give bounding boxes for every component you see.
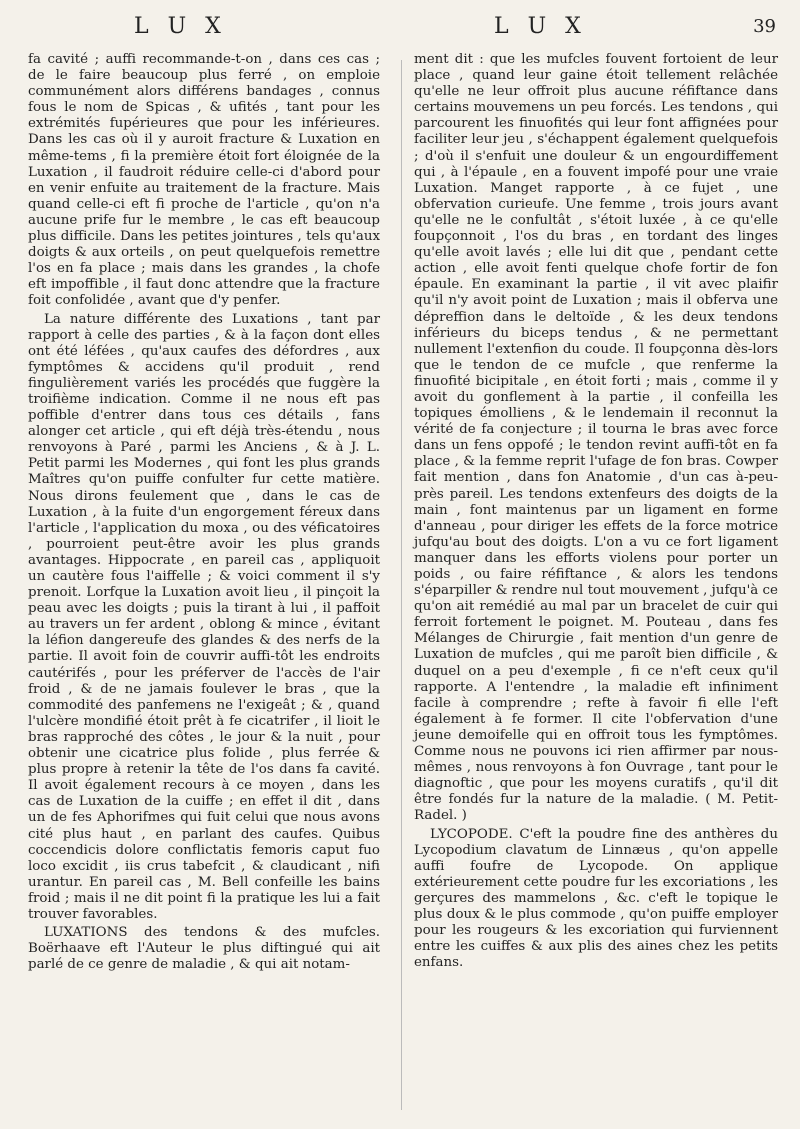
paragraph: ment dit : que les mufcles fouvent fortoient de leur place , quand leur gaine étoit tellement relâchée qu'elle ne leur offroit plus aucune réfiftance dans certains mouvemens un peu forcés. Les tendons , qui parcourent les finuofités qui leur font affignées pour faciliter leur jeu , s'échappent également quelquefois ; d'où il s'enfuit une douleur & un engourdiffement qui , à l'épaule , en a fouvent impofé pour une vraie Luxation. Manget rapporte , à ce fujet , une obfervation curieufe. Une femme , trois jours avant qu'elle ne le confultât , s'étoit luxée , à ce qu'elle foupçonnoit , l'os du bras , en tordant des linges qu'elle avoit lavés ; elle lui dit que , pendant cette action , elle avoit fenti quelque chofe fortir de fon épaule. En examinant la partie , il vit avec plaifir qu'il n'y avoit point de Luxation ; mais il obferva une dépreffion dans le deltoïde , & les deux tendons inférieurs du biceps tendus , & ne permettant nullement l'extenfion du coude. Il foupçonna dès-lors que le tendon de ce mufcle , que renferme la finuofité bicipitale , en étoit forti ; mais , comme il y avoit du gonflement à la partie , il confeilla les topiques émolliens , & le lendemain il reconnut la vérité de fa conjecture ; il tourna le bras avec force dans un fens oppofé ; le tendon revint auffi-tôt en fa place , & la femme reprit l'ufage de fon bras. Cowper fait mention , dans fon Anatomie , d'un cas à-peu-près pareil. Les tendons extenfeurs des doigts de la main , font maintenus par un ligament en forme d'anneau , pour diriger les effets de la force motrice jufqu'au bout des doigts. L'on a vu ce fort ligament manquer dans les efforts violens pour porter un poids , ou faire réfiftance , & alors les tendons s'éparpiller & rendre nul tout mouvement , jufqu'à ce qu'on ait remédié au mal par un bracelet de cuir qui ferroit fortement le poignet. M. Pouteau , dans fes Mélanges de Chirurgie , fait mention d'un genre de Luxation de mufcles , qui me paroît bien difficile , & duquel on a peu d'exemple , fi ce n'eft ceux qu'il rapporte. A l'entendre , la maladie eft infiniment facile à comprendre ; refte à favoir fi elle l'eft également à fe former. Il cite l'obfervation d'une jeune demoifelle qui en offroit tous les fymptômes. Comme nous ne pouvons ici rien affirmer par nous-mêmes , nous renvoyons à fon Ouvrage , tant pour le diagnoftic , que pour les moyens curatifs , qu'il dit être fondés fur la nature de la maladie. ( M. Petit-Radel. )	[414, 52, 778, 824]
paragraph: fa cavité ; auffi recommande-t-on , dans ces cas ; de le faire beaucoup plus ferré , on emploie communément alors différens bandages , connus fous le nom de Spicas , & ufités , tant pour les extrémités fupérieures que pour les inférieures. Dans les cas où il y auroit fracture & Luxation en même-tems , fi la première étoit fort éloignée de la Luxation , il faudroit réduire celle-ci d'abord pour en venir enfuite au traitement de la fracture. Mais quand celle-ci eft fi proche de l'article , qu'on n'a aucune prife fur le membre , le cas eft beaucoup plus difficile. Dans les petites jointures , tels qu'aux doigts & aux orteils , on peut quelquefois remettre l'os en fa place ; mais dans les grandes , la chofe eft impoffible , il faut donc attendre que la fracture foit confolidée , avant que d'y penfer.	[28, 52, 380, 309]
running-header	[24, 14, 776, 48]
left-column	[28, 52, 380, 975]
header-left-word: L U X	[134, 14, 227, 39]
paragraph: LYCOPODE. C'eft la poudre fine des anthères du Lycopodium clavatum de Linnæus , qu'on appelle auffi foufre de Lycopode. On applique extérieurement cette poudre fur les excoriations , les gerçures des mammelons , &c. c'eft le topique le plus doux & le plus commode , qu'on puiffe employer pour les rougeurs & les excoriation qui furviennent entre les cuiffes & aux plis des aines chez les petits enfans.	[414, 826, 778, 971]
header-right-word: L U X	[494, 14, 587, 39]
paragraph: La nature différente des Luxations , tant par rapport à celle des parties , & à la façon dont elles ont été léfées , qu'aux caufes des défordres , aux fymptômes & accidens qu'il produit , rend fingulièrement variés les procédés que fuggère la troifième indication. Comme il ne nous eft pas poffible d'entrer dans tous ces détails , fans alonger cet article , qui eft déjà très-étendu , nous renvoyons à Paré , parmi les Anciens , & à J. L. Petit parmi les Modernes , qui font les plus grands Maîtres qu'on puiffe confulter fur cette matière. Nous dirons feulement que , dans le cas de Luxation , à la fuite d'un engorgement féreux dans l'article , l'application du moxa , ou des véficatoires , pourroient peut-être avoir les plus grands avantages. Hippocrate , en pareil cas , appliquoit un cautère fous l'aiffelle ; & voici comment il s'y prenoit. Lorfque la Luxation avoit lieu , il pinçoit la peau avec les doigts ; puis la tirant à lui , il paffoit au travers un fer ardent , oblong & mince , évitant la léfion dangereufe des glandes & des nerfs de la partie. Il avoit foin de couvrir auffi-tôt les endroits cautérifés , pour les préferver de l'accès de l'air froid , & de ne jamais foulever le bras , que la commodité des panfemens ne l'exigeât ; & , quand l'ulcère mondifié étoit prêt à fe cicatrifer , il lioit le bras rapproché des côtes , le jour & la nuit , pour obtenir une cicatrice plus folide , plus ferrée & plus propre à retenir la tête de l'os dans fa cavité. Il avoit également recours à ce moyen , dans les cas de Luxation de la cuiffe ; en effet il dit , dans un de fes Aphorifmes qui fuit celui que nous avons cité plus haut , en parlant des caufes. Quibus coccendicis dolore conflictatis femoris caput fuo loco excidit , iis crus tabefcit , & claudicant , nifi urantur. En pareil cas , M. Bell confeille les bains froid ; mais il ne dit point fi la pratique les lui a fait trouver favorables.	[28, 311, 380, 922]
page-number: 39	[753, 16, 776, 37]
column-divider	[401, 60, 402, 1110]
right-column	[414, 52, 778, 973]
paragraph: LUXATIONS des tendons & des mufcles. Boërhaave eft l'Auteur le plus diftingué qui ait parlé de ce genre de maladie , & qui ait notam-	[28, 925, 380, 973]
